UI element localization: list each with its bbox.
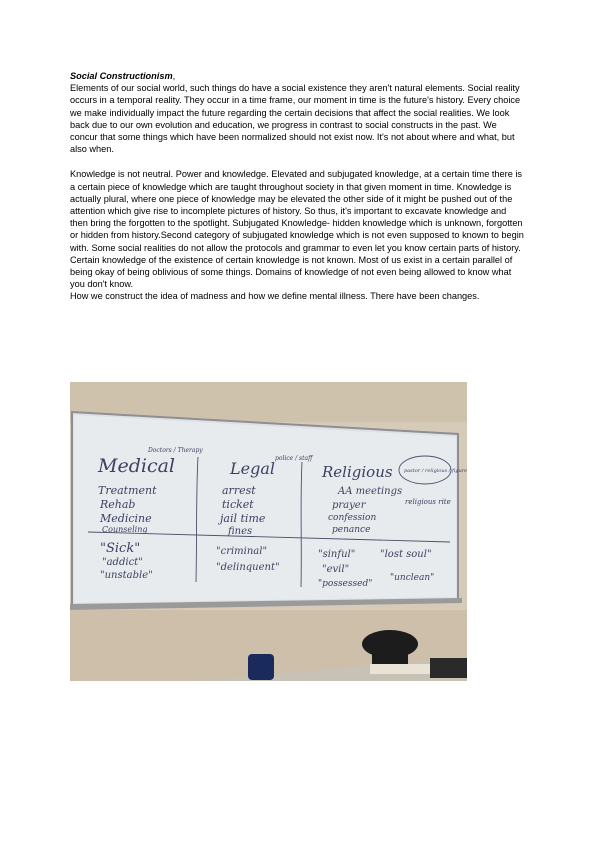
paragraph-2: Knowledge is not neutral. Power and knowledge. Elevated and subjugated knowledge, at a certain time there is a certain piece of knowledge which are taught throughout society in that given moment in time. Knowledge is actually plural, where one piece of knowledge may be elevated the other side of it might be pushed out of the attention which give rise to incomplete pictures of history. So thus, it's important to excavate knowledge and then bring the forgotten to the spotlight. Subjugated Knowledge- hidden knowledge which is unknown, forgotten or hidden from history.Second category of subjugated knowledge which is not even supposed to known to begin with. Some social realities do not allow the protocols and grammar to even let you know certain parts of history. Certain knowledge of the existence of certain knowledge is not known. Most of us exist in a certain parallel of being okay of being oblivious of some things. Domains of knowledge of not even being allowed to know what you don't know. [70,169,524,290]
document-body [70,70,525,303]
col1-heading: Medical [98,455,175,477]
col1-label-2: "addict" [102,557,143,568]
col2-label-1: "criminal" [216,546,268,557]
col1-note: Doctors / Therapy [148,447,203,454]
col2-item-4: fines [228,526,253,537]
col3-side-note: religious rite [405,498,451,506]
col2-label-2: "delinquent" [216,562,280,573]
mug [248,654,274,680]
col3-label-4: "possessed" [318,579,373,589]
col3-item-3: confession [328,513,377,523]
col3-label-5: "unclean" [390,573,435,583]
col2-note: police / staff [275,455,313,462]
document-title: Social Constructionism [70,71,173,81]
col1-item-1: Treatment [98,484,157,497]
whiteboard-photo-graphic [70,382,467,681]
papers [370,664,434,674]
col3-item-4: penance [332,525,371,535]
col2-item-1: arrest [222,484,256,497]
col3-label-3: "evil" [322,564,350,575]
paragraph-gap [70,155,525,168]
col2-item-3: jail time [220,512,266,525]
col1-label-1: "Sick" [100,541,141,556]
col3-note: pastor / religious / figure [404,468,467,474]
whiteboard-photo [70,382,467,681]
binder [430,658,467,678]
chair-back [372,644,408,666]
col1-label-3: "unstable" [100,570,153,581]
col1-item-4: Counseling [102,525,148,534]
col1-item-2: Rehab [100,498,136,511]
col2-heading: Legal [230,459,275,478]
col3-label-1: "sinful" [318,549,356,560]
col3-heading: Religious [322,463,393,481]
paragraph-3: How we construct the idea of madness and how we define mental illness. There have been changes. [70,291,480,302]
col3-label-2: "lost soul" [380,549,432,560]
title-suffix: , [172,71,176,81]
col3-item-2: prayer [332,500,366,511]
paragraph-1: Elements of our social world, such things do have a social existence they aren't natural elements. Social reality occurs in a temporal reality. They occur in a time frame, our moment in time is the future's history. Every choice we make individually impact the future regarding the certain decisions that affect the social realities. We look back due to our own evolution and education, we progress in contrast to social constructs in the past. We concur that some things which have been normalized should not exist now. It's not about where and what, but also when. [70,83,521,155]
col1-item-3: Medicine [100,512,152,525]
title-line [70,70,525,82]
col2-item-2: ticket [222,498,254,511]
col3-item-1: AA meetings [338,486,403,497]
